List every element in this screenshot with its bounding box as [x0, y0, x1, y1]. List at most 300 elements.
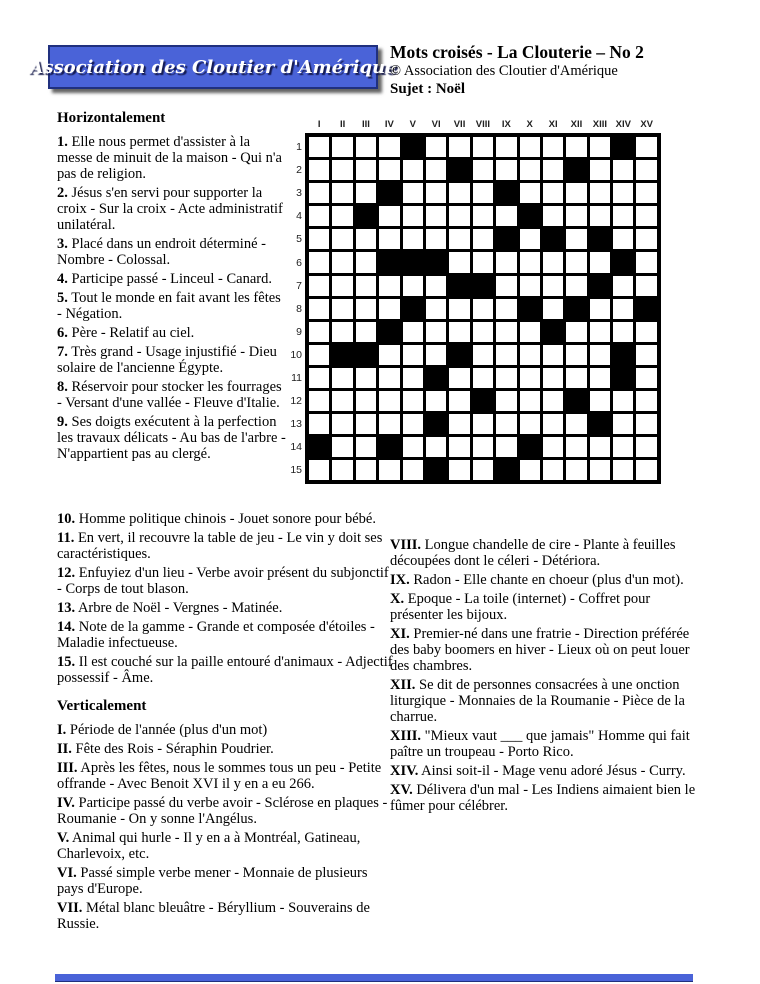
grid-column-label: V [409, 119, 416, 130]
grid-cell-white [332, 252, 352, 272]
grid-cell-white [356, 160, 376, 180]
clue-item: V. Animal qui hurle - Il y en a à Montréal, Gatineau, Charlevoix, etc. [57, 830, 361, 862]
grid-cell-white [496, 299, 516, 319]
grid-cell-white [590, 299, 610, 319]
grid-row-label: 14 [290, 441, 302, 454]
clue-item: 12. Enfuyiez d'un lieu - Verbe avoir présent du subjonctif - Corps de tout blason. [57, 565, 389, 597]
grid-cell-white [473, 299, 493, 319]
grid-cell-white [309, 368, 329, 388]
grid-column-label: III [362, 119, 370, 130]
grid-cell-white [590, 322, 610, 342]
grid-cell-white [309, 345, 329, 365]
grid-column-label: XIII [592, 119, 608, 130]
grid-cell-white [332, 368, 352, 388]
grid-cell-black [613, 345, 633, 365]
clue-item: 10. Homme politique chinois - Jouet sonore pour bébé. [57, 511, 376, 527]
grid-column-label: XIV [615, 119, 631, 130]
grid-cell-white [636, 160, 656, 180]
grid-cell-white [566, 229, 586, 249]
grid-cell-white [496, 414, 516, 434]
grid-cell-black [613, 252, 633, 272]
grid-cell-white [520, 460, 540, 480]
grid-cell-white [566, 437, 586, 457]
grid-cell-white [613, 391, 633, 411]
grid-cell-white [520, 276, 540, 296]
grid-cell-white [356, 414, 376, 434]
grid-cell-black [332, 345, 352, 365]
grid-row-label: 5 [296, 233, 302, 246]
grid-row-label: 3 [296, 187, 302, 200]
clue-number: XII. [390, 677, 416, 693]
grid-cell-white [520, 183, 540, 203]
grid-cell-white [473, 229, 493, 249]
across-heading: Horizontalement [57, 110, 166, 126]
grid-cell-white [309, 299, 329, 319]
grid-cell-black [309, 437, 329, 457]
grid-cell-white [590, 391, 610, 411]
clue-number: 6. [57, 325, 68, 341]
grid-cell-white [379, 414, 399, 434]
grid-cell-black [566, 299, 586, 319]
grid-cell-white [543, 460, 563, 480]
grid-column-labels [305, 118, 661, 131]
grid-cell-black [543, 322, 563, 342]
grid-cell-black [613, 368, 633, 388]
grid-cell-white [332, 460, 352, 480]
grid-column-label: II [339, 119, 346, 130]
grid-cell-white [496, 252, 516, 272]
clue-item: I. Période de l'année (plus d'un mot) [57, 722, 268, 738]
clue-item: IX. Radon - Elle chante en choeur (plus d'un mot). [390, 572, 684, 588]
grid-cell-white [496, 368, 516, 388]
clue-item: 5. Tout le monde en fait avant les fêtes - Négation. [57, 290, 281, 322]
grid-cell-white [403, 322, 423, 342]
grid-cell-white [426, 160, 446, 180]
grid-cell-white [543, 137, 563, 157]
grid-cell-black [426, 368, 446, 388]
across-clues-section [57, 110, 289, 465]
grid-cell-white [613, 183, 633, 203]
grid-cell-white [356, 299, 376, 319]
clue-item: XII. Se dit de personnes consacrées à une onction liturgique - Monnaies de la Roumanie - Pièce de la charrue. [390, 677, 685, 725]
grid-cell-white [543, 160, 563, 180]
grid-cell-white [636, 276, 656, 296]
grid-cell-black [473, 391, 493, 411]
grid-cell-white [473, 368, 493, 388]
grid-cell-white [566, 345, 586, 365]
grid-cell-white [473, 437, 493, 457]
grid-cell-white [543, 252, 563, 272]
clue-number: 3. [57, 236, 68, 252]
grid-cell-white [449, 252, 469, 272]
grid-cell-white [379, 391, 399, 411]
grid-column-label: X [526, 119, 533, 130]
grid-cell-white [356, 460, 376, 480]
grid-cell-white [332, 414, 352, 434]
grid-cell-white [566, 206, 586, 226]
grid-cell-white [566, 276, 586, 296]
grid-cell-white [543, 391, 563, 411]
page-header [390, 42, 735, 98]
grid-cell-white [636, 252, 656, 272]
clue-number: XV. [390, 782, 413, 798]
grid-cell-white [332, 229, 352, 249]
grid-cell-white [403, 460, 423, 480]
grid-cell-white [590, 252, 610, 272]
grid-row-label: 11 [291, 371, 302, 384]
down-heading: Verticalement [57, 698, 147, 714]
clue-item: 14. Note de la gamme - Grande et composée d'étoiles - Maladie infectueuse. [57, 619, 375, 651]
grid-cell-white [449, 391, 469, 411]
grid-cell-white [590, 368, 610, 388]
grid-row-label: 1 [296, 141, 302, 154]
grid-row-label: 9 [296, 325, 302, 338]
clue-number: 7. [57, 344, 68, 360]
grid-cell-black [496, 229, 516, 249]
clue-number: VI. [57, 865, 77, 881]
grid-cell-white [520, 391, 540, 411]
footer-bar [55, 974, 693, 982]
grid-column-label: VIII [475, 119, 491, 130]
clue-number: 11. [57, 530, 75, 546]
clue-number: VII. [57, 900, 83, 916]
grid-cell-white [520, 414, 540, 434]
grid-cell-white [309, 206, 329, 226]
grid-cell-black [403, 299, 423, 319]
grid-cell-white [613, 322, 633, 342]
grid-cell-black [403, 137, 423, 157]
grid-cell-white [426, 183, 446, 203]
clue-item: IV. Participe passé du verbe avoir - Sclérose en plaques - Roumanie - On y sonne l'Angélus. [57, 795, 388, 827]
grid-cell-white [543, 437, 563, 457]
grid-cell-white [590, 137, 610, 157]
grid-cell-black [590, 276, 610, 296]
grid-column-label: VI [431, 119, 441, 130]
grid-cell-white [613, 437, 633, 457]
grid-cell-white [426, 276, 446, 296]
grid-cell-white [496, 206, 516, 226]
grid-cell-white [379, 345, 399, 365]
grid-cell-white [613, 229, 633, 249]
grid-cell-white [379, 299, 399, 319]
clue-item: 9. Ses doigts exécutent à la perfection les travaux délicats - Au bas de l'arbre - N'appartient pas au clergé. [57, 414, 286, 462]
grid-cell-white [426, 437, 446, 457]
grid-cell-white [426, 322, 446, 342]
grid-cell-white [332, 276, 352, 296]
clue-item: 15. Il est couché sur la paille entouré d'animaux - Adjectif possessif - Âme. [57, 654, 393, 686]
grid-cell-white [356, 276, 376, 296]
grid-cell-white [636, 322, 656, 342]
grid-cell-white [520, 137, 540, 157]
clue-number: I. [57, 722, 67, 738]
grid-cell-white [309, 322, 329, 342]
clue-item: 6. Père - Relatif au ciel. [57, 325, 195, 341]
grid-column-label: IV [384, 119, 394, 130]
grid-cell-white [496, 322, 516, 342]
clue-number: 10. [57, 511, 76, 527]
grid-cell-white [403, 391, 423, 411]
grid-cell-black [473, 276, 493, 296]
grid-cell-white [613, 206, 633, 226]
grid-cell-white [449, 460, 469, 480]
grid-cell-white [636, 414, 656, 434]
grid-cell-white [356, 368, 376, 388]
grid-cell-white [379, 137, 399, 157]
grid-cell-white [590, 437, 610, 457]
clue-item: 1. Elle nous permet d'assister à la messe de minuit de la maison - Qui n'a pas de religion. [57, 134, 282, 182]
clue-item: VIII. Longue chandelle de cire - Plante à feuilles découpées dont le céleri - Détériora. [390, 537, 676, 569]
grid-column-label: XV [640, 119, 653, 130]
clue-item: 7. Très grand - Usage injustifié - Dieu solaire de l'ancienne Égypte. [57, 344, 277, 376]
grid-cell-white [520, 345, 540, 365]
grid-cell-white [520, 160, 540, 180]
grid-column-label: XII [570, 119, 583, 130]
grid-cell-black [496, 183, 516, 203]
grid-cell-white [496, 437, 516, 457]
grid-cell-white [566, 137, 586, 157]
grid-cell-white [332, 437, 352, 457]
clue-number: 1. [57, 134, 68, 150]
grid-cell-white [566, 322, 586, 342]
clue-number: IV. [57, 795, 75, 811]
grid-cell-white [403, 414, 423, 434]
grid-cell-white [356, 183, 376, 203]
grid-cell-white [590, 183, 610, 203]
grid-cell-white [613, 460, 633, 480]
grid-cell-white [590, 206, 610, 226]
grid-cell-white [426, 137, 446, 157]
grid-cell-white [332, 160, 352, 180]
grid-cell-white [449, 368, 469, 388]
grid-cell-black [543, 229, 563, 249]
grid-cell-black [449, 345, 469, 365]
grid-cell-white [332, 391, 352, 411]
grid-cell-white [309, 391, 329, 411]
grid-cell-white [356, 252, 376, 272]
grid-cell-white [403, 206, 423, 226]
grid-cell-black [379, 322, 399, 342]
grid-row-label: 6 [296, 256, 302, 269]
grid-cell-white [379, 368, 399, 388]
grid-cell-white [332, 206, 352, 226]
grid-cell-white [449, 437, 469, 457]
clue-number: II. [57, 741, 72, 757]
grid-cell-white [520, 368, 540, 388]
copyright-line: © Association des Cloutier d'Amérique [390, 63, 618, 79]
grid-cell-white [426, 345, 446, 365]
grid-cell-white [379, 229, 399, 249]
grid-column-label: VII [453, 119, 466, 130]
clue-item: III. Après les fêtes, nous le sommes tous un peu - Petite offrande - Avec Benoit XVI il y en a eu 266. [57, 760, 382, 792]
grid-cell-black [520, 299, 540, 319]
grid-cell-white [426, 206, 446, 226]
grid-cell-white [403, 183, 423, 203]
grid-cell-white [473, 345, 493, 365]
clue-number: XIV. [390, 763, 419, 779]
grid-cell-black [449, 160, 469, 180]
grid-cell-white [636, 368, 656, 388]
grid-cell-black [426, 414, 446, 434]
grid-cell-white [332, 137, 352, 157]
grid-cell-white [309, 276, 329, 296]
clue-number: 2. [57, 185, 68, 201]
grid-cell-black [566, 391, 586, 411]
grid-cell-white [309, 460, 329, 480]
grid-column-label: XI [548, 119, 558, 130]
grid-cell-white [449, 299, 469, 319]
clue-number: V. [57, 830, 70, 846]
grid-cell-white [566, 414, 586, 434]
clue-item: II. Fête des Rois - Séraphin Poudrier. [57, 741, 274, 757]
grid-cell-white [426, 299, 446, 319]
crossword-grid [305, 133, 661, 484]
grid-cell-white [309, 160, 329, 180]
grid-cell-white [543, 206, 563, 226]
grid-row-label: 7 [296, 279, 302, 292]
clue-number: 4. [57, 271, 68, 287]
grid-cell-white [636, 137, 656, 157]
grid-cell-white [496, 160, 516, 180]
grid-column-label: I [317, 119, 321, 130]
grid-cell-white [590, 345, 610, 365]
grid-cell-white [636, 183, 656, 203]
grid-cell-white [473, 183, 493, 203]
clue-item: 3. Placé dans un endroit déterminé - Nombre - Colossal. [57, 236, 266, 268]
page-title: Mots croisés - La Clouterie – No 2 [390, 42, 644, 62]
grid-cell-white [426, 391, 446, 411]
clue-number: 5. [57, 290, 68, 306]
clue-number: III. [57, 760, 78, 776]
grid-cell-black [403, 252, 423, 272]
grid-cell-black [496, 460, 516, 480]
grid-cell-white [449, 414, 469, 434]
grid-cell-black [356, 345, 376, 365]
clue-number: 12. [57, 565, 76, 581]
grid-cell-black [379, 437, 399, 457]
grid-cell-white [473, 414, 493, 434]
grid-cell-white [356, 322, 376, 342]
grid-cell-white [590, 160, 610, 180]
grid-cell-white [309, 137, 329, 157]
clue-item: X. Epoque - La toile (internet) - Coffret pour présenter les bijoux. [390, 591, 651, 623]
grid-cell-white [309, 414, 329, 434]
grid-cell-black [613, 137, 633, 157]
grid-cell-white [403, 229, 423, 249]
clue-item: 2. Jésus s'en servi pour supporter la croix - Sur la croix - Acte administratif unilatéral. [57, 185, 283, 233]
grid-row-label: 8 [296, 302, 302, 315]
grid-cell-white [379, 276, 399, 296]
grid-cell-black [590, 414, 610, 434]
grid-cell-white [426, 229, 446, 249]
grid-cell-white [449, 137, 469, 157]
grid-cell-white [403, 345, 423, 365]
grid-cell-white [309, 252, 329, 272]
grid-column-label: IX [501, 119, 511, 130]
grid-cell-black [520, 206, 540, 226]
clue-number: XIII. [390, 728, 422, 744]
grid-cell-white [379, 160, 399, 180]
grid-cell-white [613, 414, 633, 434]
grid-cell-black [520, 437, 540, 457]
grid-cell-black [379, 183, 399, 203]
clue-item: VII. Métal blanc bleuâtre - Béryllium - Souverains de Russie. [57, 900, 370, 932]
grid-cell-white [449, 206, 469, 226]
grid-cell-white [332, 322, 352, 342]
grid-cell-white [566, 460, 586, 480]
grid-cell-white [356, 391, 376, 411]
grid-cell-white [636, 206, 656, 226]
grid-cell-white [543, 345, 563, 365]
grid-cell-white [543, 299, 563, 319]
grid-cell-white [566, 183, 586, 203]
grid-cell-white [473, 252, 493, 272]
grid-cell-white [309, 183, 329, 203]
grid-cell-black [426, 460, 446, 480]
subject-line: Sujet : Noël [390, 81, 465, 97]
grid-cell-white [496, 137, 516, 157]
clue-item: XIII. "Mieux vaut ___ que jamais" Homme qui fait paître un troupeau - Porto Rico. [390, 728, 690, 760]
grid-cell-white [356, 437, 376, 457]
grid-cell-white [403, 368, 423, 388]
grid-cell-white [543, 368, 563, 388]
grid-cell-white [403, 276, 423, 296]
grid-cell-white [332, 183, 352, 203]
grid-cell-white [356, 229, 376, 249]
clue-number: 9. [57, 414, 68, 430]
grid-cell-white [636, 391, 656, 411]
grid-cell-white [543, 276, 563, 296]
grid-cell-white [473, 160, 493, 180]
grid-cell-white [473, 137, 493, 157]
clue-item: 13. Arbre de Noël - Vergnes - Matinée. [57, 600, 283, 616]
clue-number: 14. [57, 619, 76, 635]
grid-cell-white [473, 206, 493, 226]
grid-cell-black [356, 206, 376, 226]
grid-row-label: 4 [296, 210, 302, 223]
grid-cell-white [449, 183, 469, 203]
clue-number: 15. [57, 654, 76, 670]
across-clues-1-9 [57, 134, 289, 462]
grid-cell-white [566, 252, 586, 272]
grid-row-label: 2 [296, 164, 302, 177]
grid-cell-white [636, 345, 656, 365]
grid-cell-white [379, 460, 399, 480]
grid-cell-white [520, 322, 540, 342]
grid-cell-white [403, 437, 423, 457]
grid-cell-white [496, 391, 516, 411]
grid-row-label: 15 [290, 464, 302, 477]
grid-cell-white [379, 206, 399, 226]
grid-cell-white [496, 276, 516, 296]
grid-cell-white [356, 137, 376, 157]
grid-row-label: 10 [290, 348, 302, 361]
down-clues-section [57, 698, 397, 935]
grid-cell-white [332, 299, 352, 319]
association-logo-banner [29, 45, 397, 89]
grid-cell-white [543, 183, 563, 203]
clue-number: XI. [390, 626, 410, 642]
grid-cell-black [449, 276, 469, 296]
grid-cell-white [590, 460, 610, 480]
clue-item: VI. Passé simple verbe mener - Monnaie de plusieurs pays d'Europe. [57, 865, 368, 897]
grid-cell-white [613, 299, 633, 319]
grid-cell-white [449, 229, 469, 249]
down-clues-VIII-XV [390, 537, 704, 817]
clue-number: IX. [390, 572, 410, 588]
grid-cell-white [636, 229, 656, 249]
grid-row-label: 12 [290, 395, 302, 408]
clue-number: 8. [57, 379, 68, 395]
